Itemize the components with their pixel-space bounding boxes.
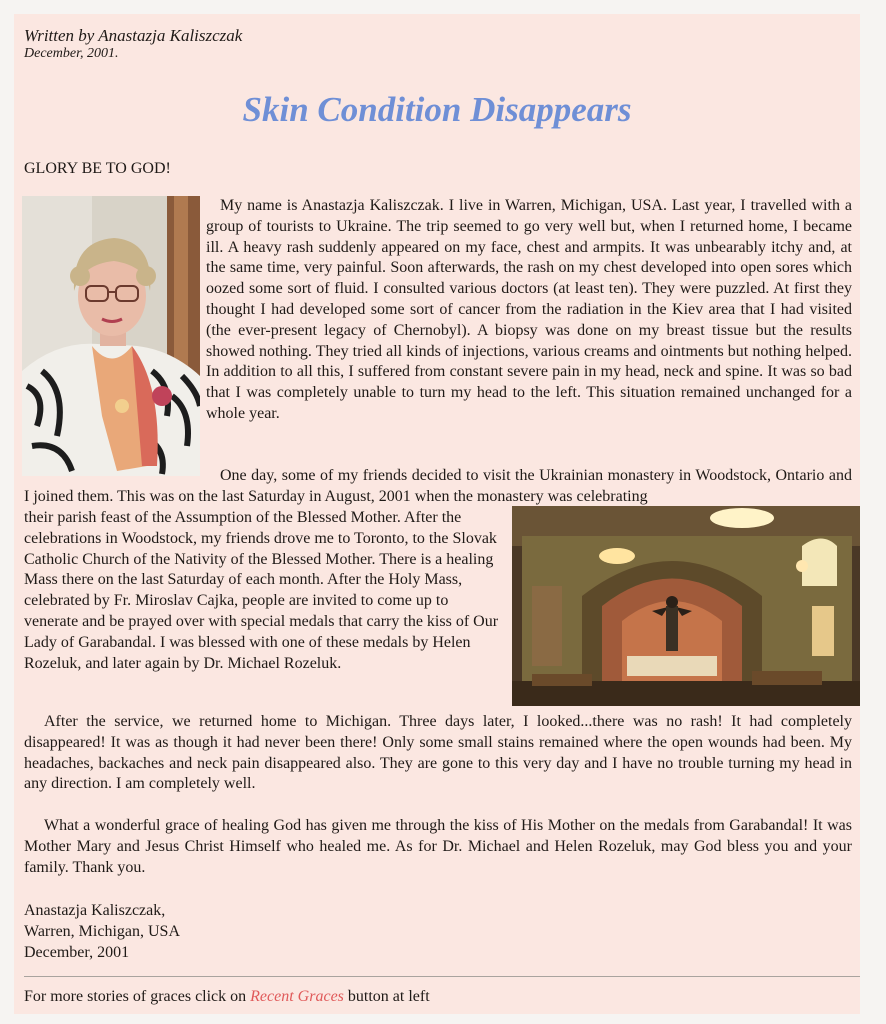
document-page: [14, 14, 860, 1014]
signoff: [24, 900, 180, 963]
paragraph-monastery-visit: One day, some of my friends decided to visit the Ukrainian monastery in Woodstock, Ontario and I joined them. This was on the last Saturday in August, 2001 when the monastery was celebrating: [24, 467, 852, 505]
church-illustration: [512, 506, 860, 706]
signoff-date: December, 2001: [24, 944, 130, 961]
portrait-illustration: [22, 196, 200, 476]
paragraph-illness: My name is Anastazja Kaliszczak. I live in Warren, Michigan, USA. Last year, I travelled with a group of tourists to Ukraine. The trip seemed to go very well but, when I returned home, I became ill. A heavy rash suddenly appeared on my face, chest and armpits. It was unbearably itchy and, at the same time, very painful. Soon afterwards, the rash on my chest developed into open sores which oozed some sort of fluid. I consulted various doctors (at least ten). They were puzzled. At first they thought I had developed some sort of cancer from the radiation in the Kiev area that I had visited (the ever-present legacy of Chernobyl). A biopsy was done on my breast tissue but the results showed nothing. They tried all kinds of injections, various creams and ointments but nothing helped. In addition to all this, I suffered from constant severe pain in my head, neck and spine. It was so bad that I was completely unable to turn my head to the left. This situation remained unchanged for a whole year.: [206, 197, 852, 422]
signoff-name: Anastazja Kaliszczak,: [24, 902, 166, 919]
signoff-location: Warren, Michigan, USA: [24, 923, 181, 940]
byline-author: Written by Anastazja Kaliszczak: [24, 26, 243, 45]
paragraph-recovery: After the service, we returned home to Michigan. Three days later, I looked...there was no rash! It had completely disappeared! It was as though it had never been there! Only some small stains remained where the open wounds had been. My headaches, backaches and neck pain disappeared also. They are gone to this very day and I have no trouble turning my head in any direction. I am completely well.: [24, 713, 852, 793]
greeting: GLORY BE TO GOD!: [24, 160, 171, 177]
paragraph-healing-mass: their parish feast of the Assumption of the Blessed Mother. After the celebrations in Woodstock, my friends drove me to Toronto, to the Slovak Catholic Church of the Nativity of the Blessed Mother. There is a healing Mass there on the last Saturday of each month. After the Holy Mass, celebrated by Fr. Miroslav Cajka, people are invited to come up to venerate and be prayed over with special medals that carry the kiss of Our Lady of Garabandal. I was blessed with one of these medals by Helen Rozeluk, and later again by Dr. Michael Rozeluk.: [24, 509, 499, 672]
byline-date: December, 2001.: [24, 46, 119, 61]
article-title: Skin Condition Disappears: [242, 90, 632, 129]
footer-divider: [24, 976, 860, 977]
footer-note: [24, 988, 430, 1006]
author-portrait-photo: [22, 196, 200, 476]
footer-text-after: button at left: [343, 988, 430, 1005]
footer-text-before: For more stories of graces click on: [24, 988, 251, 1005]
church-interior-photo: [512, 506, 860, 706]
paragraph-thanks: What a wonderful grace of healing God has given me through the kiss of His Mother on the medals from Garabandal! It was Mother Mary and Jesus Christ Himself who healed me. As for Dr. Michael and Helen Rozeluk, may God bless you and your family. Thank you.: [24, 817, 852, 876]
recent-graces-link[interactable]: Recent Graces: [250, 988, 344, 1005]
byline: [24, 26, 242, 63]
